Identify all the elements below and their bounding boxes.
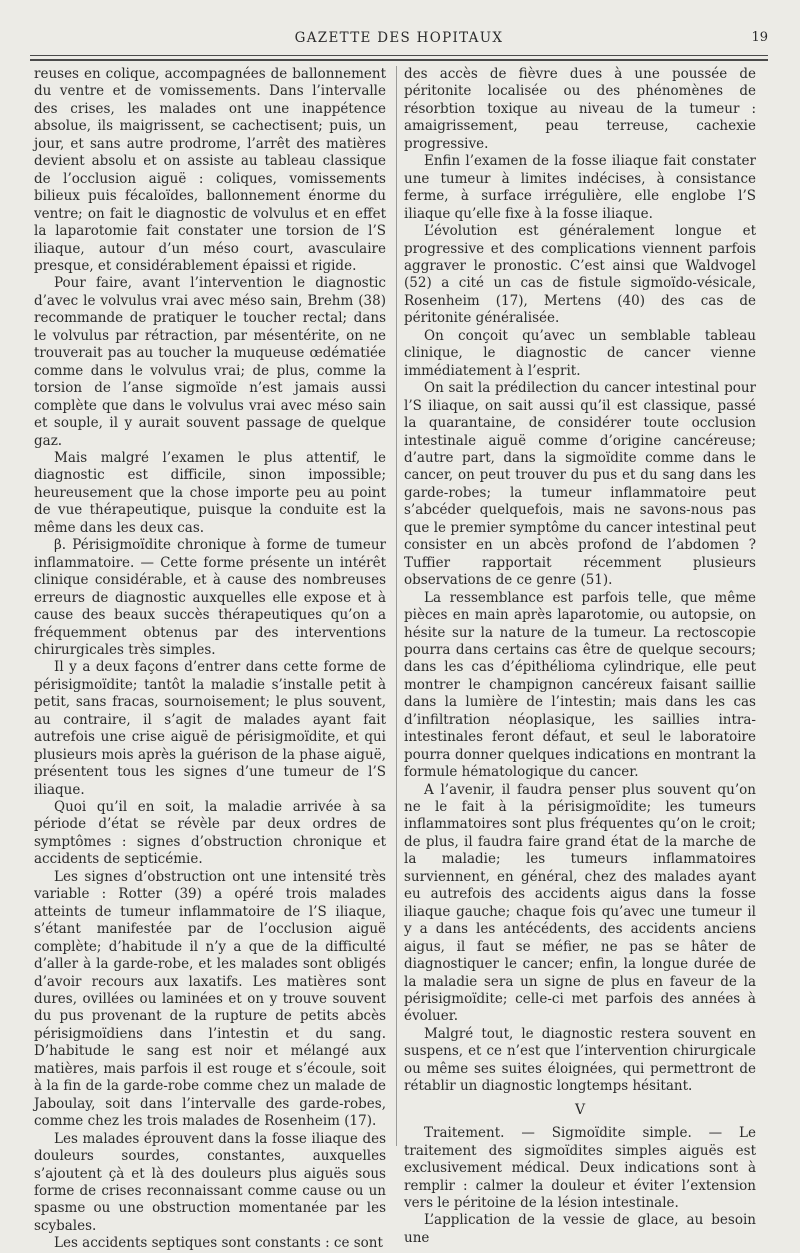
paragraph: Mais malgré l’examen le plus attentif, le diagnostic est difficile, sinon impossible; heureusement que la chose importe peu au point de vue thérapeutique, puisque la conduite est la même dans les deux cas. [34, 449, 386, 536]
paragraph: Les signes d’obstruction ont une intensité très variable : Rotter (39) a opéré trois malades atteints de tumeur inflammatoire de l’S iliaque, s’étant manifestée par de l’occlusion aiguë complète; d’habitude il n’y a que de la difficulté d’aller à la garde-robe, et les malades sont obligés d’avoir recours aux laxatifs. Les matières sont dures, ovillées ou laminées et on y trouve souvent du pus provenant de la rupture de petits abcès périsigmoïdiens dans l’intestin et du sang. D’habitude le sang est noir et mélangé aux matières, mais parfois il est rouge et s’écoule, soit à la fin de la garde-robe comme chez un malade de Jaboulay, soit dans l’intervalle des garde-robes, comme chez les trois malades de Rosenheim (17). [34, 868, 386, 1130]
paragraph: Les accidents septiques sont constants : ce sont [54, 1235, 383, 1252]
paragraph: Enfin l’examen de la fosse iliaque fait constater une tumeur à limites indécises, à consistance ferme, à surface irrégulière, elle englobe l’S iliaque qu’elle fixe à la fosse iliaque. [404, 153, 756, 222]
right-column [404, 66, 756, 1247]
paragraph: On sait la prédilection du cancer intestinal pour l’S iliaque, on sait aussi qu’il est classique, passé la quarantaine, de considérer toute occlusion intestinale aiguë comme d’origine cancéreuse; d’autre part, dans la sigmoïdite comme dans le cancer, on peut trouver du pus et du sang dans les garde-robes; la tumeur inflammatoire peut s’abcéder quelquefois, mais ne savons-nous pas que le premier symptôme du cancer intestinal peut consister en un abcès profond de l’abdomen ? Tuffier rapportait récemment plusieurs observations de ce genre (51). [404, 380, 756, 589]
paragraph: Traitement. — Sigmoïdite simple. — Le traitement des sigmoïdites simples aiguës est exclusivement médical. Deux indications sont à remplir : calmer la douleur et éviter l’extension vers le péritoine de la lésion intestinale. [404, 1125, 756, 1211]
paragraph: Malgré tout, le diagnostic restera souvent en suspens, et ce n’est que l’intervention chirurgicale ou même ses suites éloignées, qui permettront de rétablir un diagnostic longtemps hésitant. [404, 1025, 756, 1095]
paragraph: La ressemblance est parfois telle, que même pièces en main après laparotomie, ou autopsie, on hésite sur la nature de la tumeur. La rectoscopie pourra dans certains cas être de quelque secours; dans les cas d’épithélioma cylindrique, elle peut montrer le champignon cancéreux faisant saillie dans la lumière de l’intestin; mais dans les cas d’infiltration néoplasique, les saillies intra-intestinales feront défaut, et seul le laboratoire pourra donner quelques indications en montrant la formule hématologique du cancer. [404, 589, 756, 781]
paragraph: des accès de fièvre dues à une poussée de péritonite localisée ou des phénomènes de résorbtion toxique au niveau de la tumeur : amaigrissement, peau terreuse, cachexie progressive. [404, 66, 756, 152]
left-column [34, 66, 386, 1253]
paragraph: β. Périsigmoïdite chronique à forme de tumeur inflammatoire. — Cette forme présente un intérêt clinique considérable, et à cause des nombreuses erreurs de diagnostic auxquelles elle expose et à cause des beaux succès thérapeutiques qu’on a fréquemment obtenus par des interventions chirurgicales très simples. [34, 537, 386, 658]
running-header [30, 30, 768, 50]
journal-title: GAZETTE DES HOPITAUX [294, 30, 504, 46]
paragraph: On conçoit qu’avec un semblable tableau clinique, le diagnostic de cancer vienne immédiatement à l’esprit. [404, 327, 756, 379]
paragraph: Les malades éprouvent dans la fosse iliaque des douleurs sourdes, constantes, auxquelles s’ajoutent çà et là des douleurs plus aiguës sous forme de crises reconnaissant comme cause ou un spasme ou une obstruction momentanée par les scybales. [34, 1130, 386, 1234]
header-rule-thin [30, 55, 768, 56]
section-number: V [574, 1101, 586, 1118]
paragraph: Quoi qu’il en soit, la maladie arrivée à sa période d’état se révèle par deux ordres de symptômes : signes d’obstruction chronique et accidents de septicémie. [34, 799, 386, 868]
header-rule-thick [30, 59, 768, 61]
paragraph: L’évolution est généralement longue et progressive et des complications viennent parfois aggraver le pronostic. C’est ainsi que Waldvogel (52) a cité un cas de fistule sigmoïdo-vésicale, Rosenheim (17), Mertens (40) des cas de péritonite généralisée. [404, 223, 756, 327]
paragraph: reuses en colique, accompagnées de ballonnement du ventre et de vomissements. Dans l’intervalle des crises, les malades ont une inappétence absolue, ils maigrissent, se cachectisent; puis, un jour, et sans autre prodrome, l’arrêt des matières devient absolu et on assiste au tableau classique de l’occlusion aiguë : coliques, vomissements bilieux puis fécaloïdes, ballonnement énorme du ventre; on fait le diagnostic de volvulus et en effet la laparotomie fait constater une torsion de l’S iliaque, autour d’un méso court, avasculaire presque, et considérablement épaissi et rigide. [34, 66, 386, 274]
paragraph: Il y a deux façons d’entrer dans cette forme de périsigmoïdite; tantôt la maladie s’installe petit à petit, sans fracas, sournoisement; le plus souvent, au contraire, il s’agit de malades ayant fait autrefois une crise aiguë de périsigmoïdite, et qui plusieurs mois après la guérison de la phase aiguë, présentent tous les signes d’une tumeur de l’S iliaque. [34, 659, 386, 798]
column-divider [396, 66, 397, 1146]
paragraph: Pour faire, avant l’intervention le diagnostic d’avec le volvulus vrai avec méso sain, Brehm (38) recommande de pratiquer le toucher rectal; dans le volvulus par rétraction, par mésentérite, on ne trouverait pas au toucher la muqueuse œdématiée comme dans le volvulus vrai; de plus, comme la torsion de l’anse sigmoïde n’est jamais aussi complète que dans le volvulus vrai avec méso sain et souple, il y aurait souvent passage de quelque gaz. [34, 275, 386, 449]
paragraph: A l’avenir, il faudra penser plus souvent qu’on ne le fait à la périsigmoïdite; les tumeurs inflammatoires sont plus fréquentes qu’on le croit; de plus, il faudra faire grand état de la marche de la maladie; les tumeurs inflammatoires surviennent, en général, chez des malades ayant eu autrefois des accidents aigus dans la fosse iliaque gauche; chaque fois qu’avec une tumeur il y a dans les antécédents, des accidents anciens aigus, il faut se méfier, ne pas se hâter de diagnostiquer le cancer; enfin, la longue durée de la maladie sera un signe de plus en faveur de la périsigmoïdite; celle-ci met parfois des années à évoluer. [404, 781, 756, 1025]
paragraph: L’application de la vessie de glace, au besoin une [404, 1212, 756, 1246]
page-number: 19 [751, 30, 768, 45]
